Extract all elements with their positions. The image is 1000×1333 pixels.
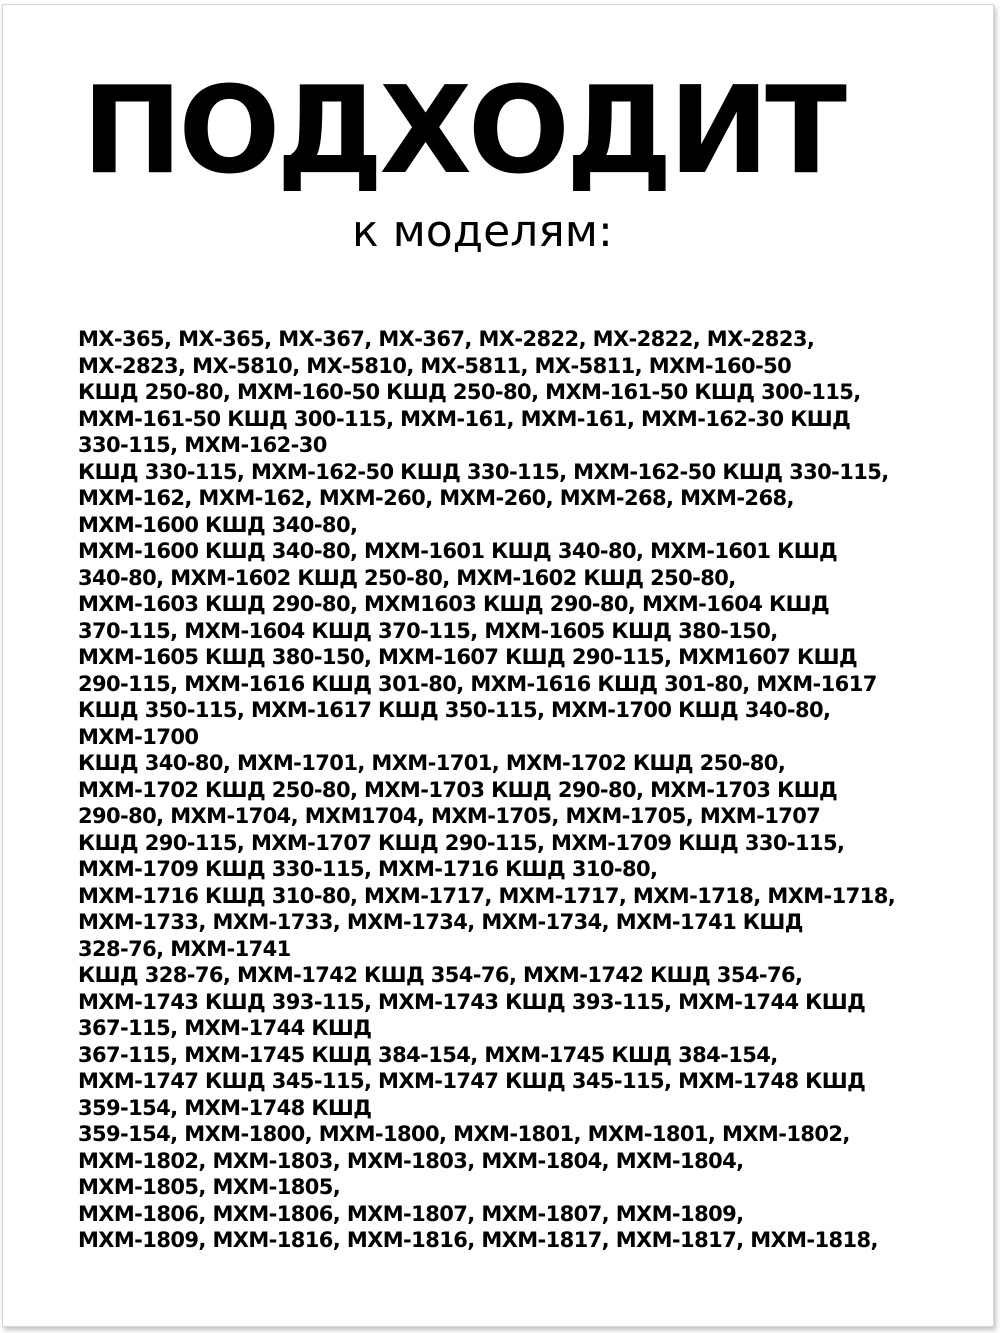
models-line: МХМ-1716 КШД 310-80, МХМ-1717, МХМ-1717, МХМ-1718, МХМ-1718, [78,883,896,908]
models-line: МХМ-1702 КШД 250-80, МХМ-1703 КШД 290-80, МХМ-1703 КШД [78,777,838,802]
models-line: МХМ-161-50 КШД 300-115, МХМ-161, МХМ-161, МХМ-162-30 КШД [78,406,851,431]
models-list [78,326,978,1254]
models-line: МХМ-1600 КШД 340-80, [78,512,358,537]
page-subtitle: к моделям: [352,206,613,257]
models-line: МХМ-1733, МХМ-1733, МХМ-1734, МХМ-1734, МХМ-1741 КШД [78,910,803,934]
models-line: МХМ-1605 КШД 380-150, МХМ-1607 КШД 290-115, МХМ1607 КШД [78,645,858,669]
models-line: 367-115, МХМ-1744 КШД [78,1016,372,1040]
models-line: МХМ-1709 КШД 330-115, МХМ-1716 КШД 310-80, [78,857,658,881]
models-line: КШД 340-80, МХМ-1701, МХМ-1701, МХМ-1702 КШД 250-80, [78,751,786,775]
models-line: КШД 290-115, МХМ-1707 КШД 290-115, МХМ-1709 КШД 330-115, [78,830,845,855]
models-line: МХМ-1700 [78,724,199,749]
models-line: 290-80, МХМ-1704, МХМ1704, МХМ-1705, МХМ-1705, МХМ-1707 [78,804,821,828]
models-line: МХМ-1600 КШД 340-80, МХМ-1601 КШД 340-80, МХМ-1601 КШД [78,539,838,563]
models-line: МХ-2823, МХ-5810, МХ-5810, МХ-5811, МХ-5811, МХМ-160-50 [78,353,792,378]
models-line: МХМ-1747 КШД 345-115, МХМ-1747 КШД 345-115, МХМ-1748 КШД [78,1069,866,1093]
models-line: 367-115, МХМ-1745 КШД 384-154, МХМ-1745 КШД 384-154, [78,1042,778,1067]
models-line: 359-154, МХМ-1748 КШД [78,1095,372,1120]
models-line: 359-154, МХМ-1800, МХМ-1800, МХМ-1801, МХМ-1801, МХМ-1802, [78,1122,850,1146]
models-line: МХМ-1805, МХМ-1805, [78,1175,341,1199]
models-line: 370-115, МХМ-1604 КШД 370-115, МХМ-1605 КШД 380-150, [78,618,778,643]
models-line: МХМ-1806, МХМ-1806, МХМ-1807, МХМ-1807, МХМ-1809, [78,1201,744,1226]
models-line: КШД 250-80, МХМ-160-50 КШД 250-80, МХМ-161-50 КШД 300-115, [78,380,861,404]
models-line: МХМ-1743 КШД 393-115, МХМ-1743 КШД 393-115, МХМ-1744 КШД [78,989,866,1014]
models-line: МХМ-1802, МХМ-1803, МХМ-1803, МХМ-1804, МХМ-1804, [78,1148,744,1173]
models-line: 290-115, МХМ-1616 КШД 301-80, МХМ-1616 КШД 301-80, МХМ-1617 [78,671,877,696]
page-title: ПОДХОДИТ [82,62,844,201]
models-line: 328-76, МХМ-1741 [78,936,291,961]
models-line: КШД 328-76, МХМ-1742 КШД 354-76, МХМ-1742 КШД 354-76, [78,963,803,987]
models-line: МХМ-1809, МХМ-1816, МХМ-1816, МХМ-1817, МХМ-1817, МХМ-1818, [78,1228,878,1252]
models-line: 340-80, МХМ-1602 КШД 250-80, МХМ-1602 КШД 250-80, [78,565,736,590]
models-line: 330-115, МХМ-162-30 [78,433,327,457]
models-line: МХМ-162, МХМ-162, МХМ-260, МХМ-260, МХМ-268, МХМ-268, [78,486,794,510]
models-line: МХМ-1603 КШД 290-80, МХМ1603 КШД 290-80, МХМ-1604 КШД [78,592,830,616]
models-line: КШД 350-115, МХМ-1617 КШД 350-115, МХМ-1700 КШД 340-80, [78,698,831,722]
models-line: МХ-365, МХ-365, МХ-367, МХ-367, МХ-2822, МХ-2822, МХ-2823, [78,327,815,351]
models-line: КШД 330-115, МХМ-162-50 КШД 330-115, МХМ-162-50 КШД 330-115, [78,459,889,484]
